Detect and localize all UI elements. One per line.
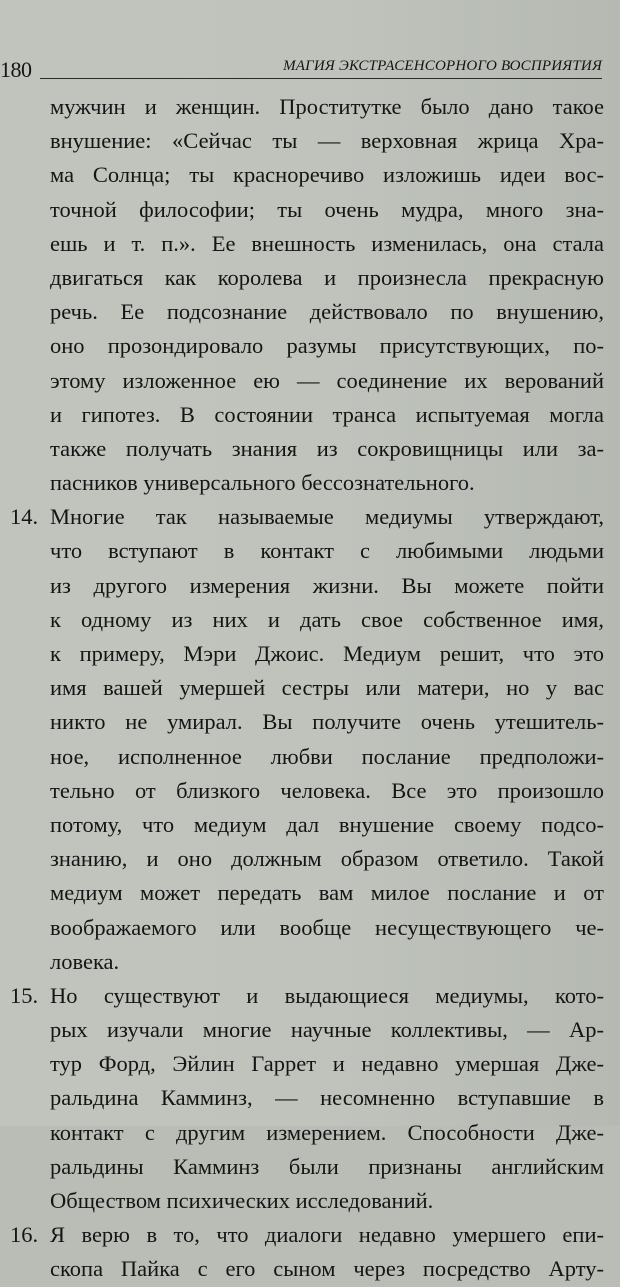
line-text: потому, что медиум дал внушение своему подсо- xyxy=(50,811,604,837)
text-line xyxy=(0,500,612,534)
line-text: речь. Ее подсознание действовало по внушению, xyxy=(50,299,604,325)
text-line xyxy=(0,808,612,842)
line-text: из другого измерения жизни. Вы можете пойти xyxy=(50,572,604,598)
line-text: ральдины Камминз были признаны английским xyxy=(50,1153,604,1179)
line-text: медиум может передать вам милое послание и от xyxy=(50,880,604,906)
text-line xyxy=(0,193,612,227)
line-text: ральдина Камминз, — несомненно вступавшие в xyxy=(50,1085,604,1111)
text-line xyxy=(0,534,612,568)
text-line xyxy=(0,842,612,876)
line-text: этому изложенное ею — соединение их верований xyxy=(50,367,604,393)
text-line xyxy=(0,876,612,910)
line-text: контакт с другим измерением. Способности Дже- xyxy=(50,1119,604,1145)
item-number: 14. xyxy=(10,504,39,530)
line-text: рых изучали многие научные коллективы, — Ар- xyxy=(50,1017,604,1043)
text-line xyxy=(0,261,612,295)
line-text: ма Солнца; ты красноречиво изложишь идеи вос- xyxy=(50,162,604,188)
line-text: тельно от близкого человека. Все это произошло xyxy=(50,777,604,803)
text-line xyxy=(0,227,612,261)
text-line xyxy=(0,1184,612,1218)
running-title: МАГИЯ ЭКСТРАСЕНСОРНОГО ВОСПРИЯТИЯ xyxy=(283,58,602,74)
line-text: оно прозондировало разумы присутствующих, по- xyxy=(50,333,604,359)
text-line xyxy=(0,1013,612,1047)
text-line xyxy=(0,603,612,637)
text-line xyxy=(0,158,612,192)
line-text: никто не умирал. Вы получите очень утешитель- xyxy=(50,709,604,735)
line-text: тур Форд, Эйлин Гаррет и недавно умершая Дже- xyxy=(50,1051,604,1077)
line-text: что вступают в контакт с любимыми людьми xyxy=(50,538,604,564)
text-line xyxy=(0,432,612,466)
line-text: ешь и т. п.». Ее внешность изменилась, она стала xyxy=(50,230,604,256)
body-text xyxy=(0,90,612,1287)
text-line xyxy=(0,705,612,739)
text-line xyxy=(0,90,612,124)
item-number: 16. xyxy=(10,1222,39,1248)
text-line xyxy=(0,740,612,774)
text-line xyxy=(0,911,612,945)
line-text: к одному из них и дать свое собственное имя, xyxy=(50,606,604,632)
line-text: имя вашей умершей сестры или матери, но у вас xyxy=(50,675,604,701)
header-rule xyxy=(40,78,602,79)
text-line xyxy=(0,124,612,158)
line-text: знанию, и оно должным образом ответило. Такой xyxy=(50,846,604,872)
line-text: Я верю в то, что диалоги недавно умершего епи- xyxy=(50,1222,604,1248)
page-number: 180 xyxy=(0,57,32,82)
line-text: Многие так называемые медиумы утверждают, xyxy=(50,504,604,530)
line-text: воображаемого или вообще несуществующего че- xyxy=(50,914,604,940)
text-line xyxy=(0,398,612,432)
text-line xyxy=(0,671,612,705)
line-text: Но существуют и выдающиеся медиумы, кото- xyxy=(50,982,604,1008)
line-text: точной философии; ты очень мудра, много зна- xyxy=(50,196,604,222)
text-line xyxy=(0,1047,612,1081)
text-line xyxy=(0,364,612,398)
text-line xyxy=(0,329,612,363)
line-text: ное, исполненное любви послание предположи- xyxy=(50,743,604,769)
line-text: ловека. xyxy=(50,948,120,974)
text-line xyxy=(0,1116,612,1150)
text-line xyxy=(0,1218,612,1252)
text-line xyxy=(0,1150,612,1184)
text-line xyxy=(0,569,612,603)
text-line xyxy=(0,774,612,808)
text-line xyxy=(0,295,612,329)
item-number: 15. xyxy=(10,982,39,1008)
line-text: пасников универсального бессознательного. xyxy=(50,470,475,496)
text-line xyxy=(0,466,612,500)
text-line xyxy=(0,1252,612,1286)
page-header xyxy=(0,54,620,88)
line-text: двигаться как королева и произнесла прекрасную xyxy=(50,264,604,290)
line-text: также получать знания из сокровищницы или за- xyxy=(50,435,604,461)
line-text: Обществом психических исследований. xyxy=(50,1188,434,1213)
line-text: и гипотез. В состоянии транса испытуемая могла xyxy=(50,401,604,427)
line-text: к примеру, Мэри Джоис. Медиум решит, что это xyxy=(50,641,604,666)
line-text: мужчин и женщин. Проститутке было дано такое xyxy=(50,94,604,119)
text-line xyxy=(0,979,612,1013)
text-line xyxy=(0,637,612,671)
line-text: внушение: «Сейчас ты — верховная жрица Хра- xyxy=(50,128,604,154)
line-text: скопа Пайка с его сыном через посредство Арту- xyxy=(50,1256,604,1282)
text-line xyxy=(0,945,612,979)
text-line xyxy=(0,1081,612,1115)
